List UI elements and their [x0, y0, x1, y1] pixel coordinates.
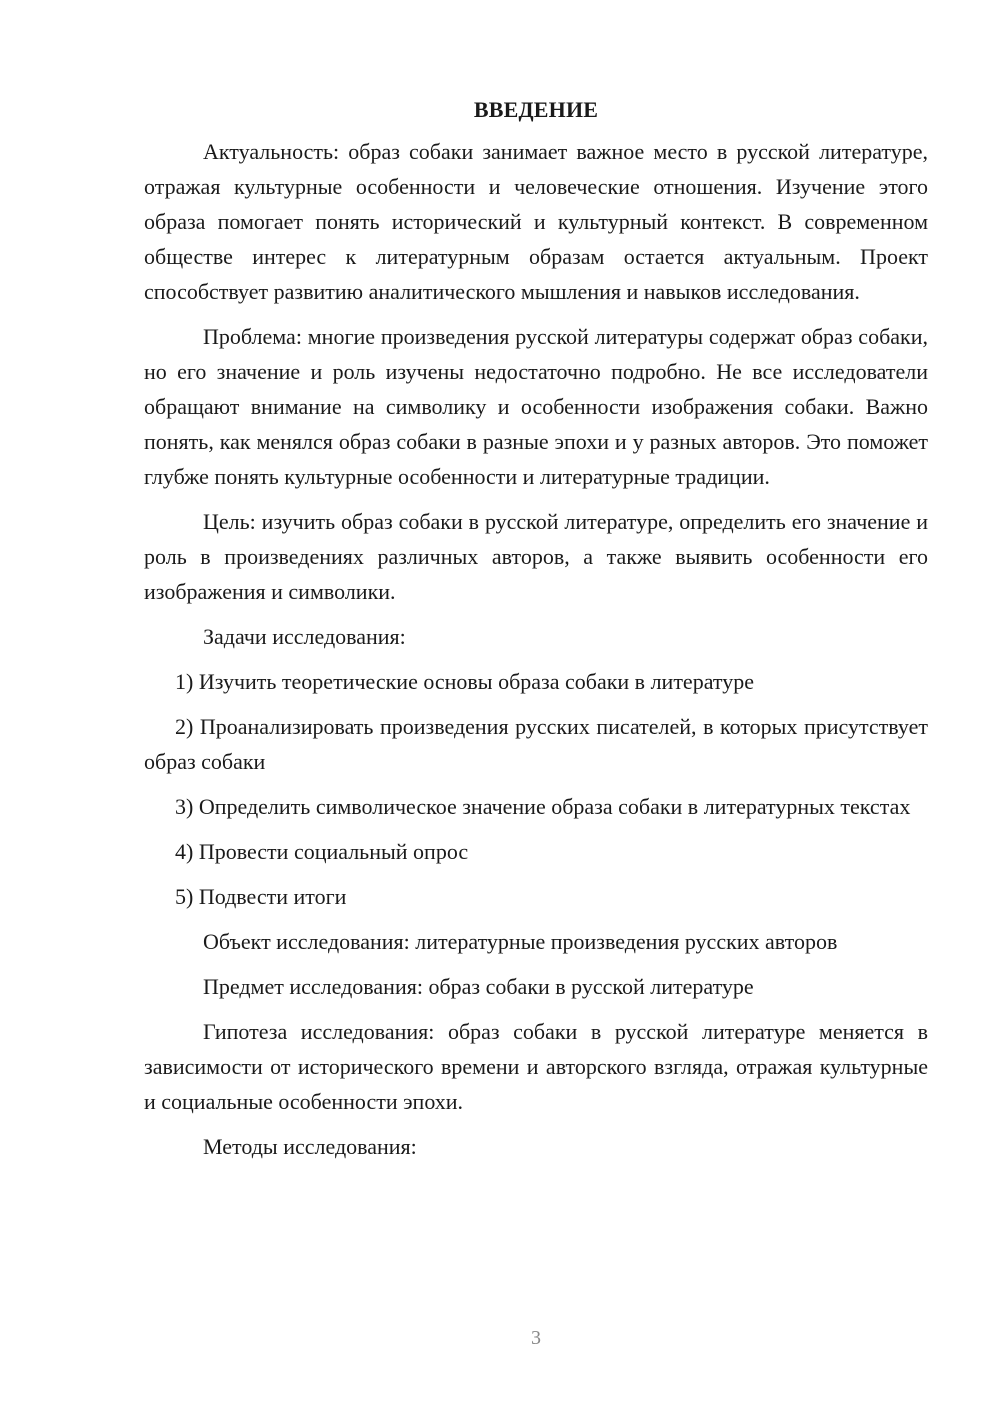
task-item-3: 3) Определить символическое значение образа собаки в литературных текстах — [175, 794, 911, 819]
methods-heading: Методы исследования: — [203, 1134, 417, 1159]
task-item-2: 2) Проанализировать произведения русских писателей, в которых присутствует образ собаки — [144, 714, 928, 774]
goal-paragraph: Цель: изучить образ собаки в русской литературе, определить его значение и роль в произведениях различных авторов, а также выявить особенности его изображения и символики. — [144, 509, 928, 604]
task-item-5: 5) Подвести итоги — [175, 884, 347, 909]
page-body — [144, 90, 928, 1174]
task-item-4: 4) Провести социальный опрос — [175, 839, 469, 864]
section-title: ВВЕДЕНИЕ — [473, 97, 599, 122]
problem-paragraph: Проблема: многие произведения русской литературы содержат образ собаки, но его значение и роль изучены недостаточно подробно. Не все исследователи обращают внимание на символику и особенности изображения собаки. Важно понять, как менялся образ собаки в разные эпохи и у разных авторов. Это поможет глубже понять культурные особенности и литературные традиции. — [144, 324, 928, 489]
page-number: 3 — [531, 1327, 541, 1349]
hypothesis-paragraph: Гипотеза исследования: образ собаки в русской литературе меняется в зависимости от исторического времени и авторского взгляда, отражая культурные и социальные особенности эпохи. — [144, 1019, 928, 1114]
relevance-paragraph: Актуальность: образ собаки занимает важное место в русской литературе, отражая культурные особенности и человеческие отношения. Изучение этого образа помогает понять исторический и культурный контекст. В современном обществе интерес к литературным образам остается актуальным. Проект способствует развитию аналитического мышления и навыков исследования. — [144, 139, 928, 304]
tasks-heading: Задачи исследования: — [203, 624, 406, 649]
object-paragraph: Объект исследования: литературные произведения русских авторов — [203, 929, 838, 954]
task-item-1: 1) Изучить теоретические основы образа собаки в литературе — [175, 669, 754, 694]
subject-paragraph: Предмет исследования: образ собаки в русской литературе — [203, 974, 754, 999]
